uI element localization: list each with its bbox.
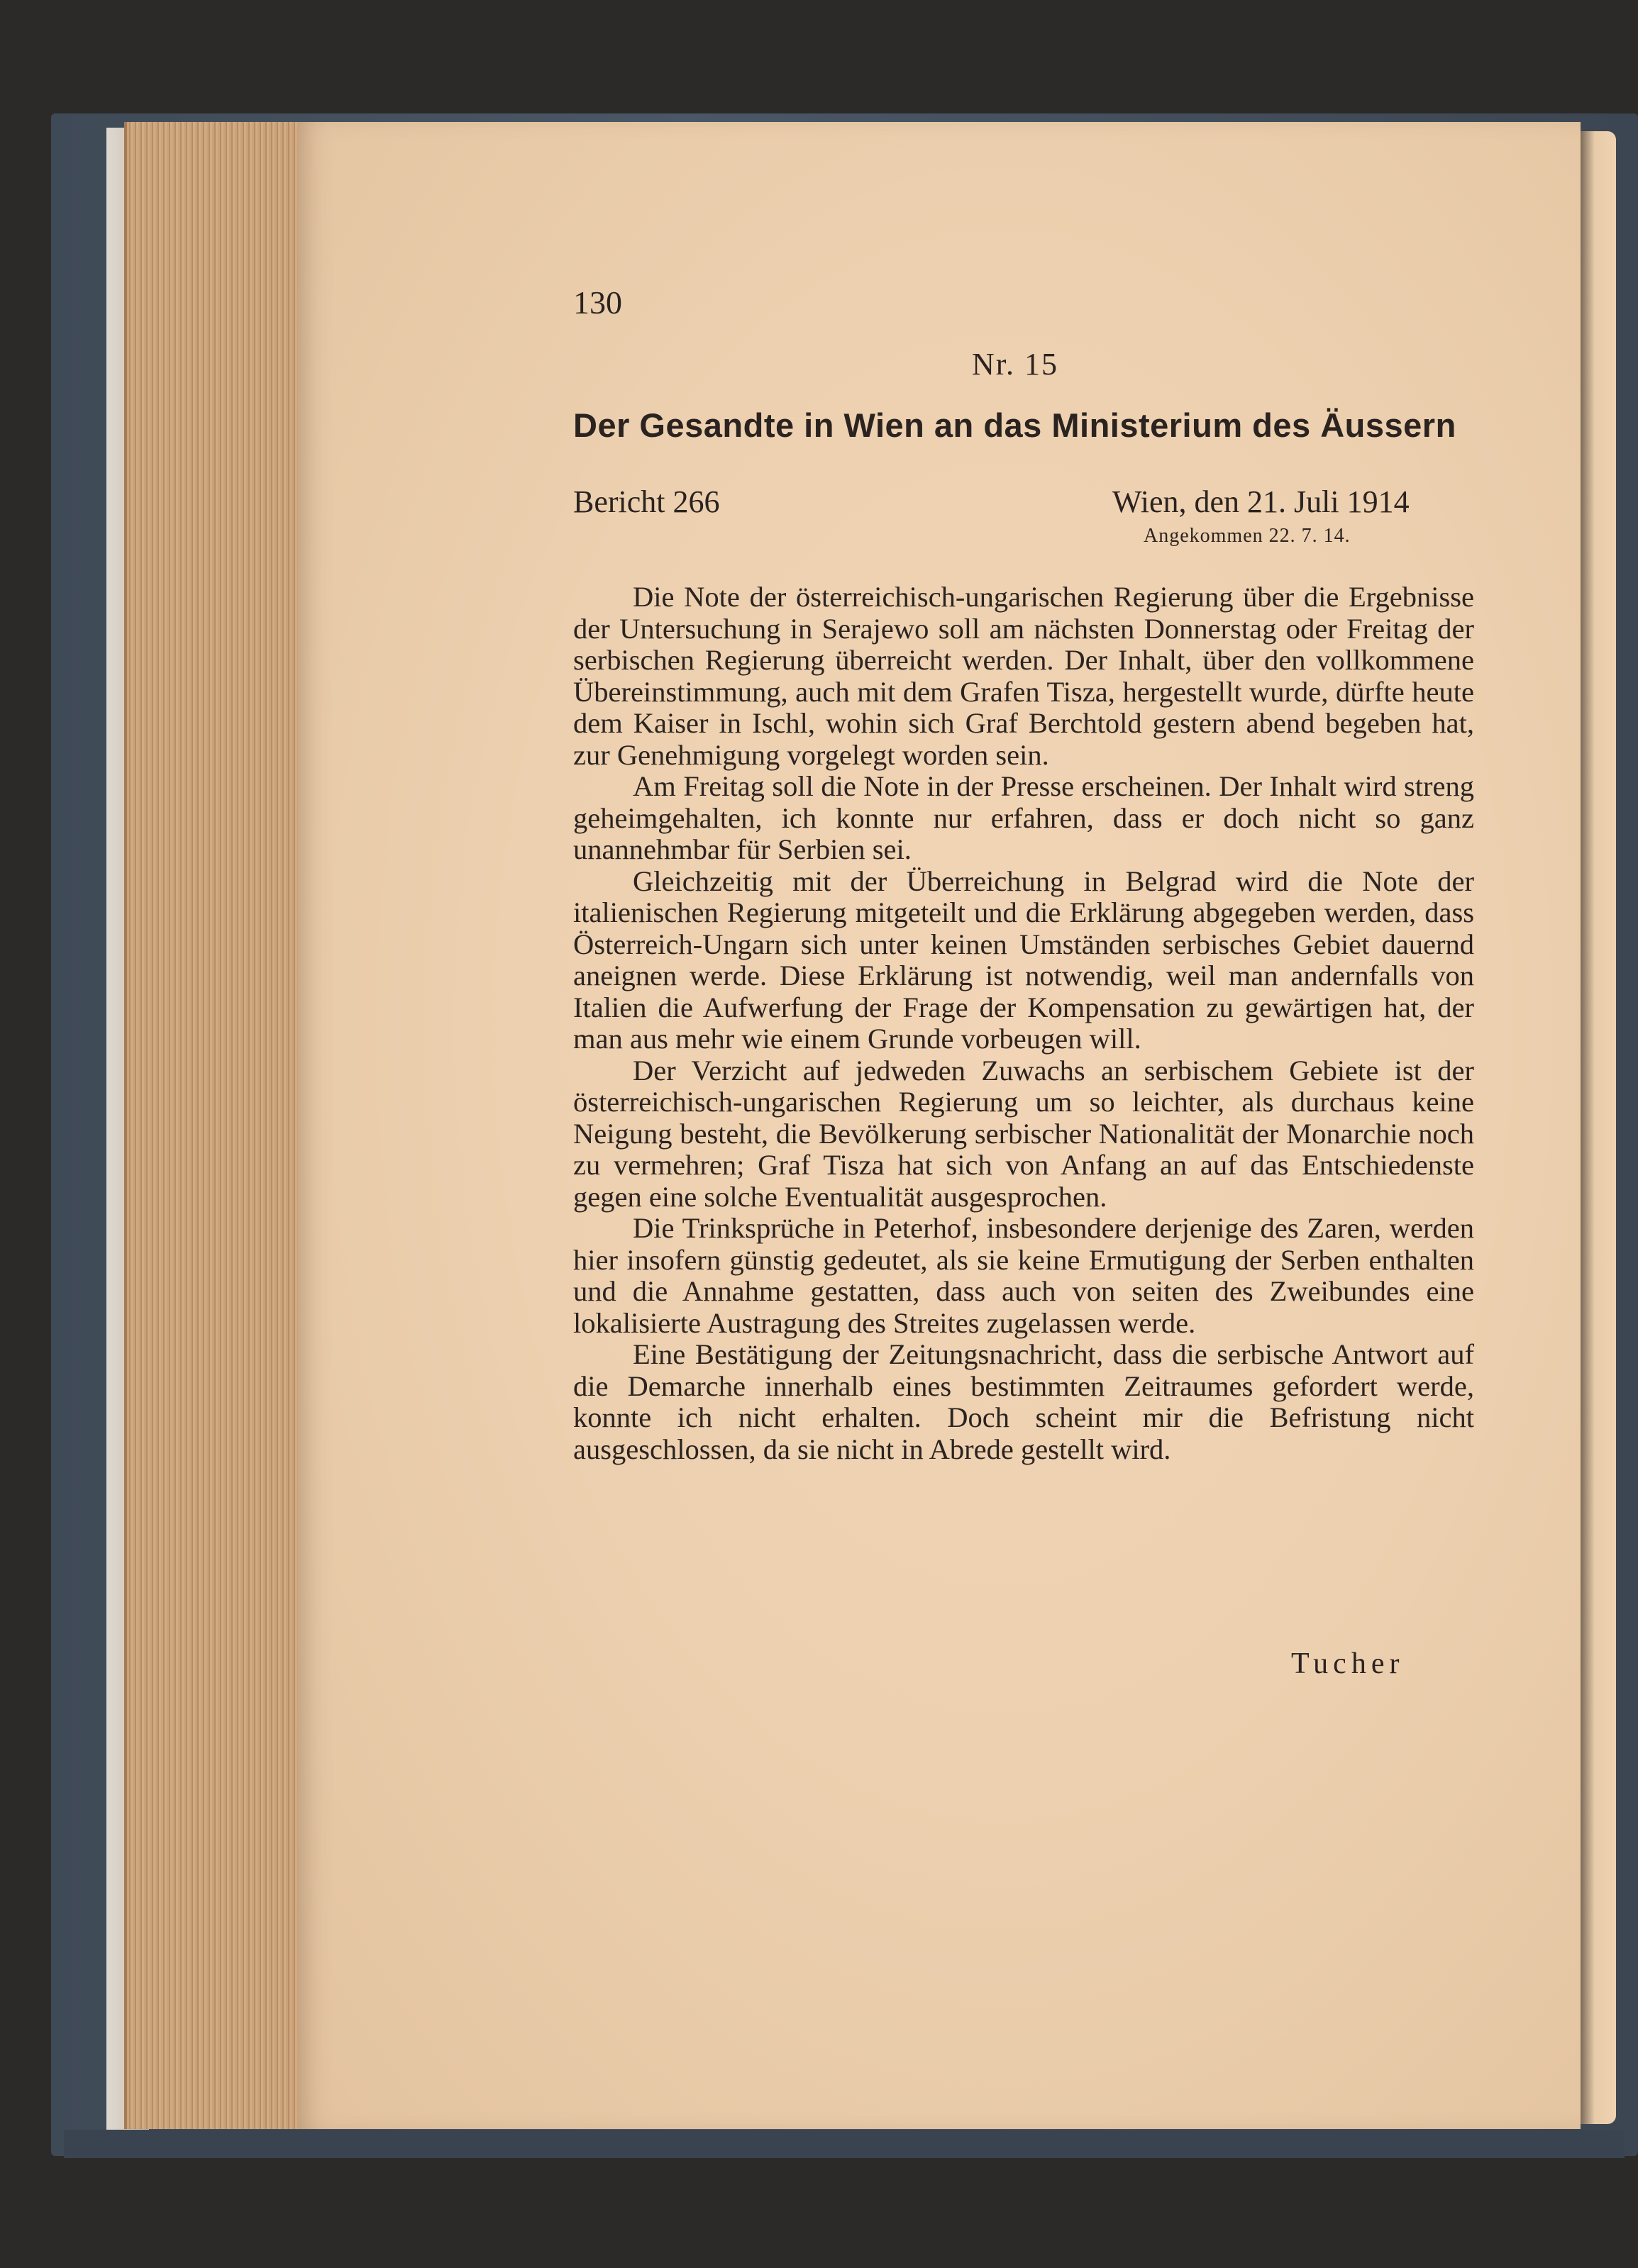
page-number: 130 (573, 284, 622, 321)
cover-bottom (64, 2130, 1625, 2158)
paragraph: Die Trinksprüche in Peterhof, insbesondere derjenige des Zaren, werden hier insofern günstig gedeutet, als sie keine Ermutigung der Serben enthalten und die Annahme gestatten, dass auch von seiten des Zweibundes eine lokalisierte Austragung des Streites zugelassen werde. (573, 1212, 1474, 1339)
place-and-date: Wien, den 21. Juli 1914 (1112, 484, 1410, 519)
paragraph: Gleichzeitig mit der Überreichung in Belgrad wird die Note der italienischen Regierung mitgeteilt und die Erklärung abgegeben werden, dass Österreich-Ungarn sich unter keinen Umständen serbisches Gebiet dauernd aneignen werde. Diese Erklärung ist notwendig, weil man andernfalls von Italien die Aufwerfung der Frage der Kompensation zu gewärtigen hat, der man aus mehr wie einem Grunde vorbeugen will. (573, 865, 1474, 1055)
document-title: Der Gesandte in Wien an das Ministerium des Äussern (573, 406, 1456, 444)
report-reference: Bericht 266 (573, 484, 720, 519)
signature: Tucher (1291, 1647, 1405, 1680)
document-number: Nr. 15 (972, 347, 1058, 382)
document-body (573, 582, 1474, 1465)
paragraph: Am Freitag soll die Note in der Presse erscheinen. Der Inhalt wird streng geheimgehalten, ich konnte nur erfahren, dass er doch nicht so ganz unannehmbar für Serbien sei. (573, 770, 1474, 865)
page-edges (124, 122, 301, 2129)
paragraph: Der Verzicht auf jedweden Zuwachs an serbischem Gebiete ist der österreichisch-ungarischen Regierung um so leichter, als durchaus keine Neigung besteht, die Bevölkerung serbischer Nationalität der Monarchie noch zu vermehren; Graf Tisza hat sich von Anfang an auf das Entschiedenste gegen eine solche Eventualität ausgesprochen. (573, 1054, 1474, 1213)
facing-page-edge (1581, 131, 1616, 2124)
paragraph: Die Note der österreichisch-ungarischen Regierung über die Ergebnisse der Untersuchung in Serajewo soll am nächsten Donnerstag oder Freitag der serbischen Regierung überreicht werden. Der Inhalt, über den vollkommene Übereinstimmung, auch mit dem Grafen Tisza, hergestellt wurde, dürfte heute dem Kaiser in Ischl, wohin sich Graf Berchtold gestern abend begeben hat, zur Genehmigung vorgelegt worden sein. (573, 581, 1474, 771)
paragraph: Eine Bestätigung der Zeitungsnachricht, dass die serbische Antwort auf die Demarche innerhalb eines bestimmten Zeitraumes gefordert werde, konnte ich nicht erhalten. Doch scheint mir die Befristung nicht ausgeschlossen, da sie nicht in Abrede gestellt wird. (573, 1338, 1474, 1465)
received-stamp-line: Angekommen 22. 7. 14. (1144, 525, 1351, 547)
